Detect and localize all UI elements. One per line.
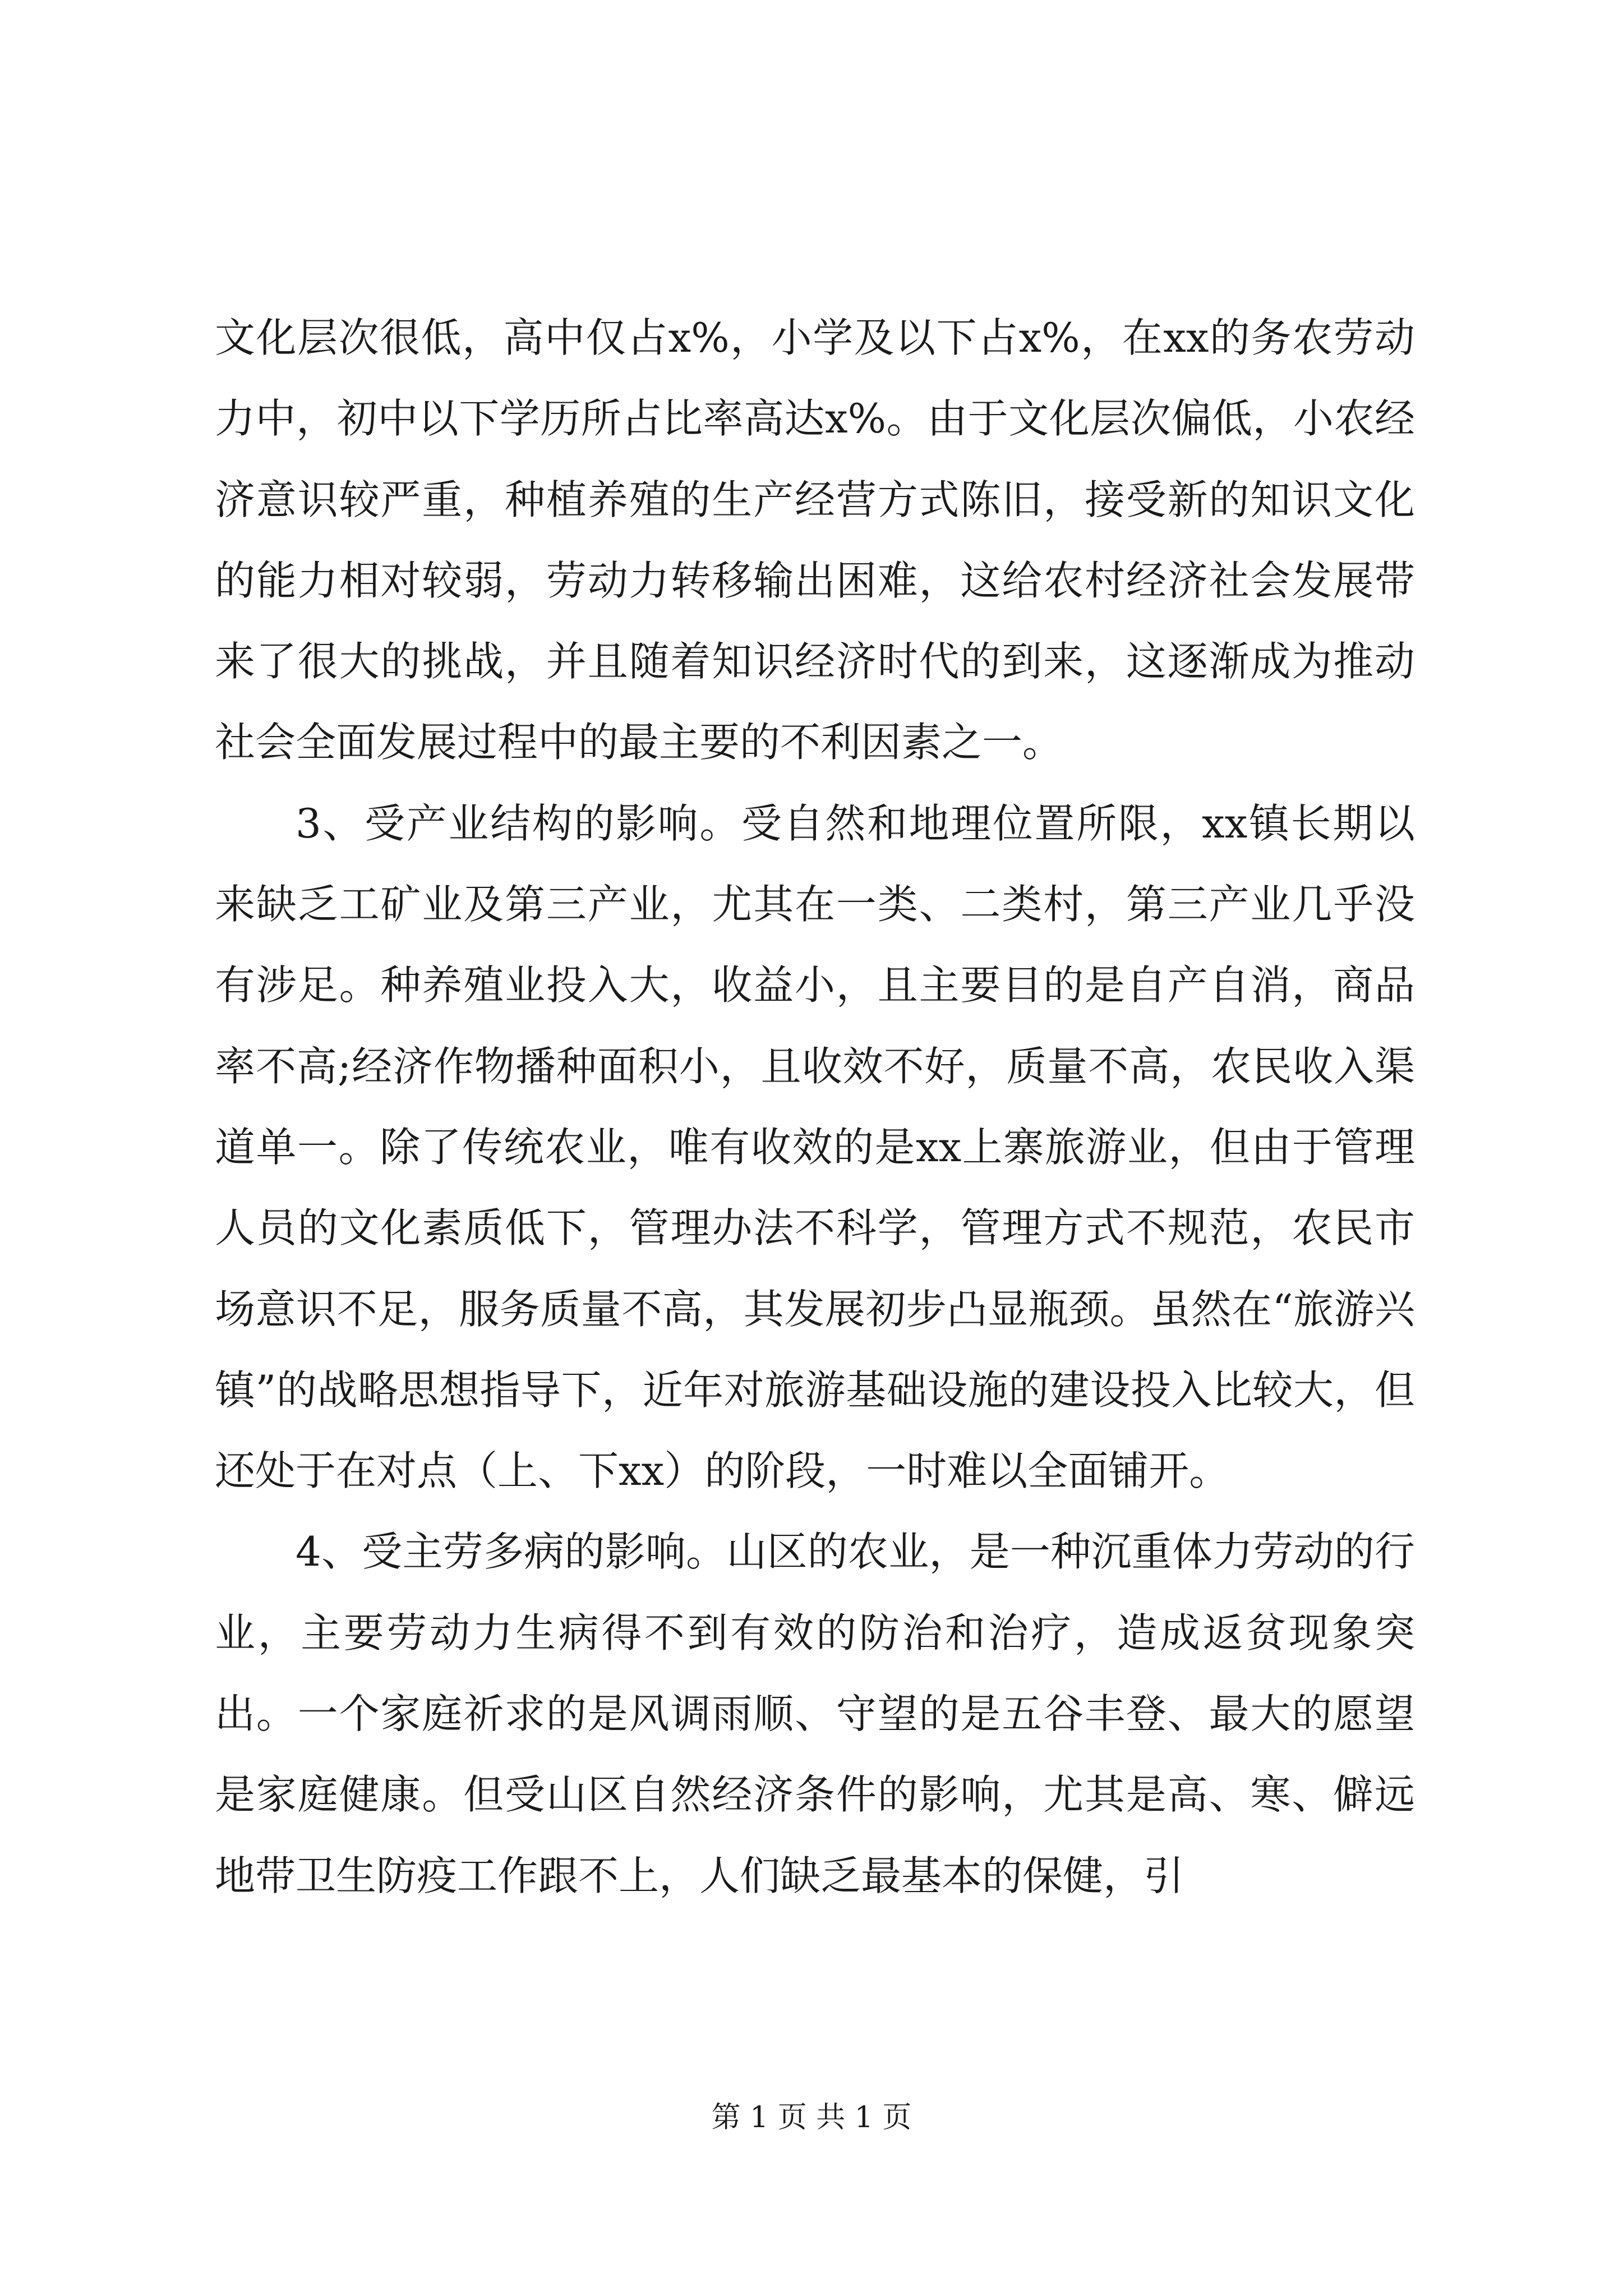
page-footer: 第 1 页 共 1 页 xyxy=(711,2101,912,2134)
paragraph-labor-illness: 4、受主劳多病的影响。山区的农业，是一种沉重体力劳动的行业，主要劳动力生病得不到有效的防治和治疗，造成返贫现象突出。一个家庭祈求的是风调雨顺、守望的是五谷丰登、最大的愿望是家庭健康。但受山区自然经济条件的影响，尤其是高、寒、僻远地带卫生防疫工作跟不上，人们缺乏最基本的保健，引 xyxy=(215,1528,1415,1899)
paragraph-continued: 文化层次很低，高中仅占x%，小学及以下占x%，在xx的务农劳动力中，初中以下学历所占比率高达x%。由于文化层次偏低，小农经济意识较严重，种植养殖的生产经营方式陈旧，接受新的知识文化的能力相对较弱，劳动力转移输出困难，这给农村经济社会发展带来了很大的挑战，并且随着知识经济时代的到来，这逐渐成为推动社会全面发展过程中的最主要的不利因素之一。 xyxy=(215,314,1415,766)
paragraph-industry-structure: 3、受产业结构的影响。受自然和地理位置所限，xx镇长期以来缺乏工矿业及第三产业，尤其在一类、二类村，第三产业几乎没有涉足。种养殖业投入大，收益小，且主要目的是自产自消，商品率不高;经济作物播种面积小，且收效不好，质量不高，农民收入渠道单一。除了传统农业，唯有收效的是xx上寨旅游业，但由于管理人员的文化素质低下，管理办法不科学，管理方式不规范，农民市场意识不足，服务质量不高，其发展初步凸显瓶颈。虽然在“旅游兴镇”的战略思想指导下，近年对旅游基础设施的建设投入比较大，但还处于在对点（上、下xx）的阶段，一时难以全面铺开。 xyxy=(215,799,1415,1495)
body-text xyxy=(215,297,1415,1916)
